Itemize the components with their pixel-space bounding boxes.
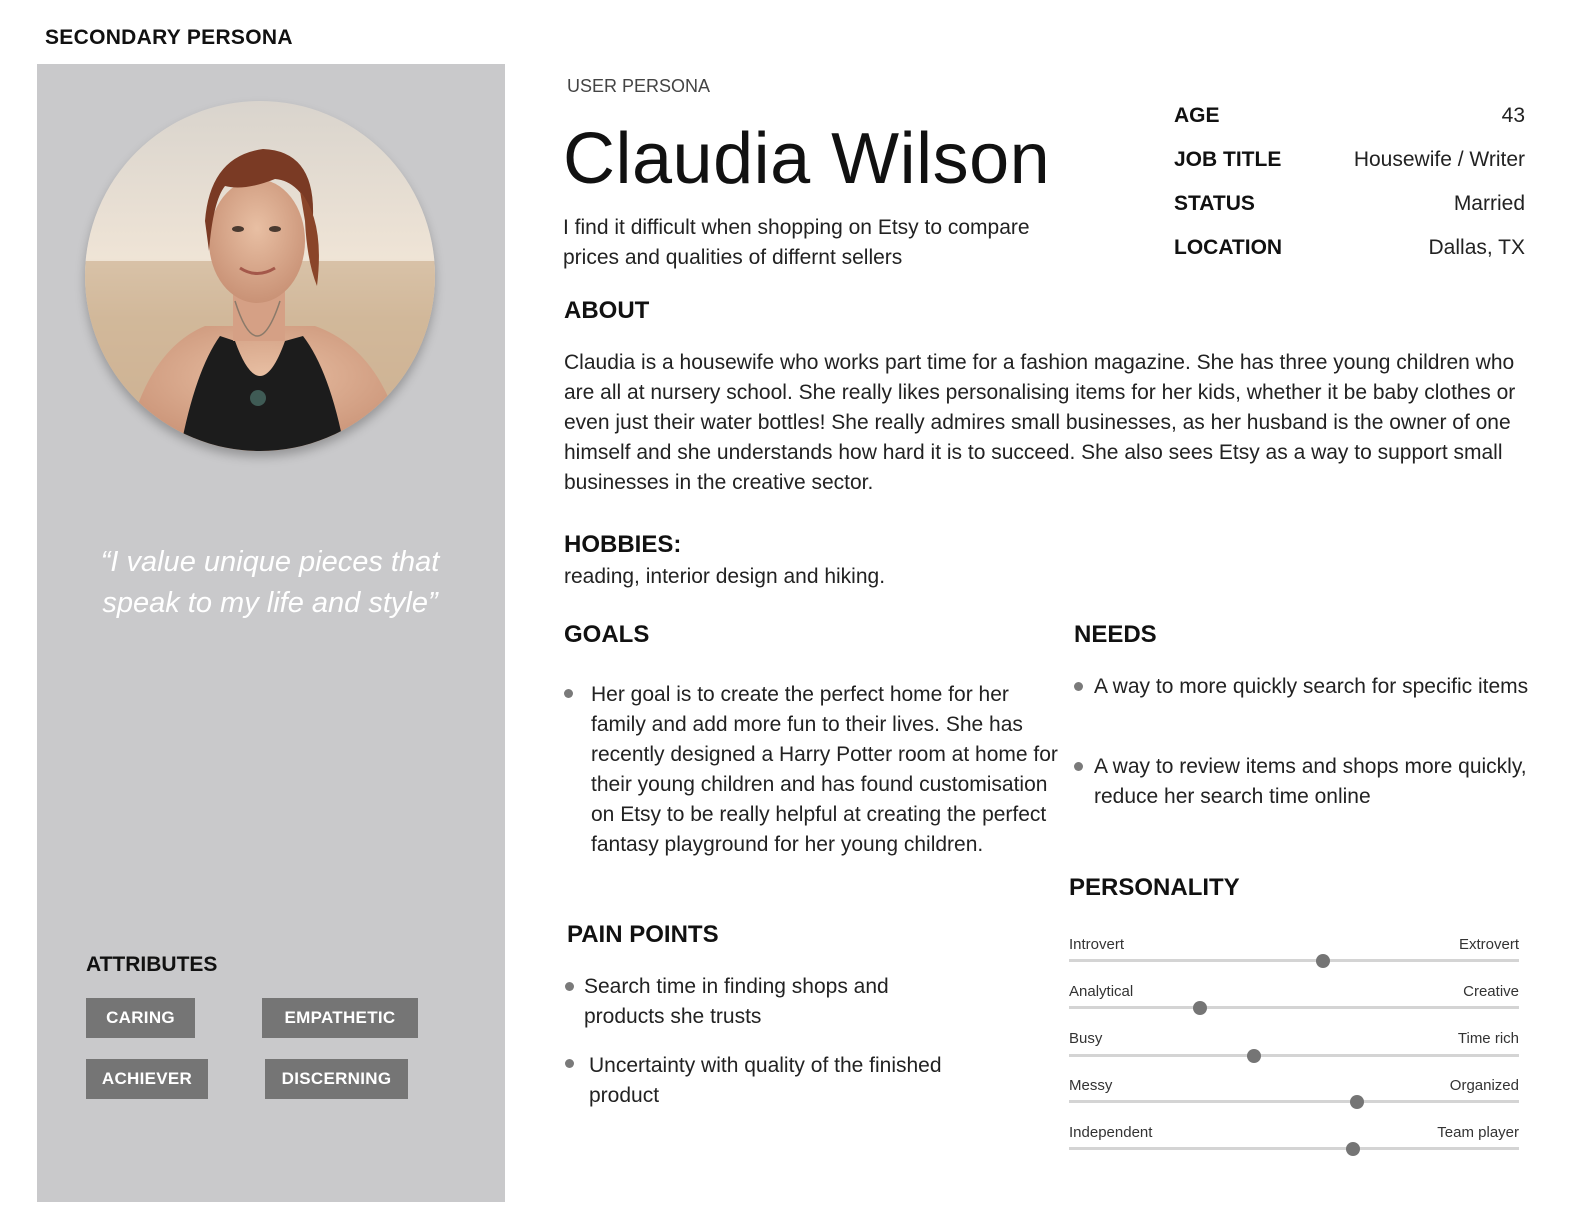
attribute-tag: EMPATHETIC xyxy=(262,998,418,1038)
trait-right-label: Extrovert xyxy=(1458,936,1519,953)
trait-slider-track xyxy=(1069,959,1519,962)
trait-left-label: Messy xyxy=(1069,1077,1113,1094)
personality-trait-row xyxy=(1069,1030,1519,1064)
bullet-icon xyxy=(1074,682,1083,691)
personality-trait-row xyxy=(1069,983,1519,1017)
pain-point-item: Search time in finding shops and products she trusts xyxy=(584,975,889,1028)
stat-value-job-title: Housewife / Writer xyxy=(1353,148,1525,171)
need-item: A way to review items and shops more quickly, reduce her search time online xyxy=(1094,755,1527,808)
personality-trait-row xyxy=(1069,936,1519,970)
attribute-tag: DISCERNING xyxy=(265,1059,408,1099)
pain-points-title: PAIN POINTS xyxy=(567,921,719,948)
trait-slider-track xyxy=(1069,1054,1519,1057)
stat-label-status: STATUS xyxy=(1174,192,1255,215)
trait-left-label: Independent xyxy=(1069,1124,1153,1141)
hobbies-text: reading, interior design and hiking. xyxy=(564,565,886,588)
stat-value-status: Married xyxy=(1453,192,1525,215)
trait-right-label: Creative xyxy=(1463,983,1519,1000)
goal-item: Her goal is to create the perfect home for her family and add more fun to their lives. She has recently designed a Harry Potter room at home for their young children and has found customisation on Etsy to be really helpful at creating the perfect fantasy playground for her young children. xyxy=(591,683,1058,856)
persona-photo xyxy=(85,101,435,451)
bullet-icon xyxy=(565,982,574,991)
stat-value-location: Dallas, TX xyxy=(1428,236,1525,259)
trait-right-label: Team player xyxy=(1437,1124,1519,1141)
portrait-photo-icon xyxy=(85,101,435,451)
page-header-label: SECONDARY PERSONA xyxy=(45,26,293,49)
about-title: ABOUT xyxy=(564,297,650,324)
hobbies-title: HOBBIES: xyxy=(564,531,682,558)
trait-slider-knob[interactable] xyxy=(1350,1095,1364,1109)
attribute-tag: ACHIEVER xyxy=(86,1059,208,1099)
stat-label-age: AGE xyxy=(1174,104,1220,127)
stat-value-age: 43 xyxy=(1501,104,1525,127)
attributes-title: ATTRIBUTES xyxy=(86,953,218,976)
persona-name: Claudia Wilson xyxy=(563,119,1051,199)
personality-trait-row xyxy=(1069,1124,1519,1158)
trait-slider-knob[interactable] xyxy=(1316,954,1330,968)
stat-label-job-title: JOB TITLE xyxy=(1174,148,1282,171)
about-text: Claudia is a housewife who works part time for a fashion magazine. She has three young children who are all at nursery school. She really likes personalising items for her kids, whether it be baby clothes or even just their water bottles! She really admires small businesses, as her husband is the owner of one himself and she understands how hard it is to succeed. She also sees Etsy as a way to support small businesses in the creative sector. xyxy=(564,351,1516,494)
trait-slider-knob[interactable] xyxy=(1346,1142,1360,1156)
trait-left-label: Busy xyxy=(1069,1030,1103,1047)
goals-title: GOALS xyxy=(564,621,650,648)
trait-right-label: Organized xyxy=(1449,1077,1519,1094)
bullet-icon xyxy=(565,1059,574,1068)
persona-tagline: I find it difficult when shopping on Etsy to compare prices and qualities of differnt sellers xyxy=(563,216,1030,269)
trait-right-label: Time rich xyxy=(1457,1030,1519,1047)
needs-title: NEEDS xyxy=(1074,621,1157,648)
bullet-icon xyxy=(564,689,573,698)
trait-slider-track xyxy=(1069,1100,1519,1103)
trait-slider-knob[interactable] xyxy=(1247,1049,1261,1063)
personality-trait-row xyxy=(1069,1077,1519,1111)
attribute-tag: CARING xyxy=(86,998,195,1038)
persona-quote: “I value unique pieces that speak to my life and style” xyxy=(100,546,440,619)
need-item: A way to more quickly search for specific items xyxy=(1094,675,1529,698)
persona-eyebrow: USER PERSONA xyxy=(567,76,711,96)
stat-label-location: LOCATION xyxy=(1174,236,1283,259)
pain-point-item: Uncertainty with quality of the finished product xyxy=(589,1054,942,1107)
trait-slider-knob[interactable] xyxy=(1193,1001,1207,1015)
trait-left-label: Introvert xyxy=(1069,936,1125,953)
trait-slider-track xyxy=(1069,1147,1519,1150)
trait-slider-track xyxy=(1069,1006,1519,1009)
bullet-icon xyxy=(1074,762,1083,771)
personality-title: PERSONALITY xyxy=(1069,874,1240,901)
trait-left-label: Analytical xyxy=(1069,983,1134,1000)
